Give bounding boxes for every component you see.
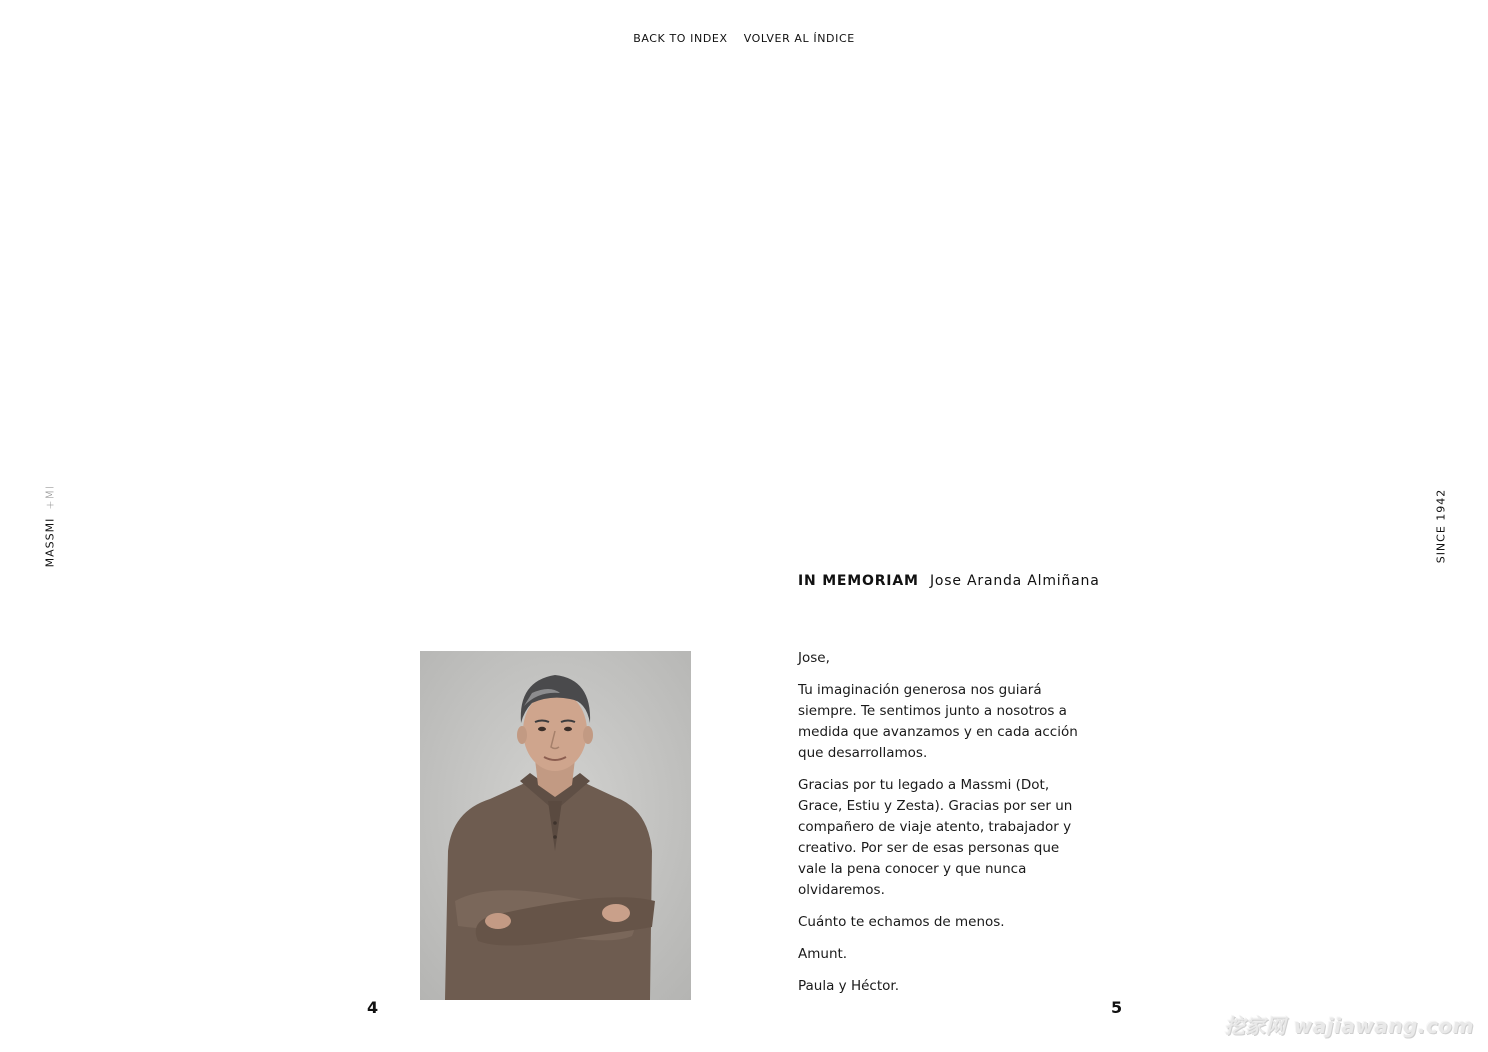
brand-name: MASSMI: [43, 517, 57, 568]
volver-al-indice-link[interactable]: VOLVER AL ÍNDICE: [743, 32, 855, 45]
portrait-photo: [420, 651, 691, 1000]
brand-mark: +MI: [43, 484, 57, 510]
page-number-left: 4: [367, 998, 379, 1017]
page-number-right: 5: [1111, 998, 1123, 1017]
letter-paragraph-1: Tu imaginación generosa nos guiará siempre. Te sentimos junto a nosotros a medida que avanzamos y en cada acción que desarrollamos.: [798, 682, 1078, 761]
back-to-index-link[interactable]: BACK TO INDEX: [633, 32, 728, 45]
site-watermark: 挖家网 wajiawang.com: [1224, 1014, 1474, 1038]
memorial-letter: [798, 648, 1090, 1008]
letter-greeting: Jose,: [798, 650, 830, 666]
since-vertical: SINCE 1942: [1434, 488, 1448, 564]
memoriam-label: IN MEMORIAM: [798, 573, 919, 589]
letter-paragraph-2: Gracias por tu legado a Massmi (Dot, Grace, Estiu y Zesta). Gracias por ser un compañero de viaje atento, trabajador y creativo. Por ser de esas personas que vale la pena conocer y que nunca olvidaremos.: [798, 777, 1073, 898]
letter-signature: Paula y Héctor.: [798, 978, 899, 994]
letter-paragraph-3: Cuánto te echamos de menos.: [798, 914, 1005, 930]
memoriam-heading: [798, 573, 1100, 589]
letter-paragraph-4: Amunt.: [798, 946, 848, 962]
portrait-illustration: [420, 651, 691, 1000]
top-navigation: [0, 32, 1488, 45]
memoriam-name: Jose Aranda Almiñana: [929, 573, 1100, 589]
brand-vertical: [44, 485, 57, 568]
